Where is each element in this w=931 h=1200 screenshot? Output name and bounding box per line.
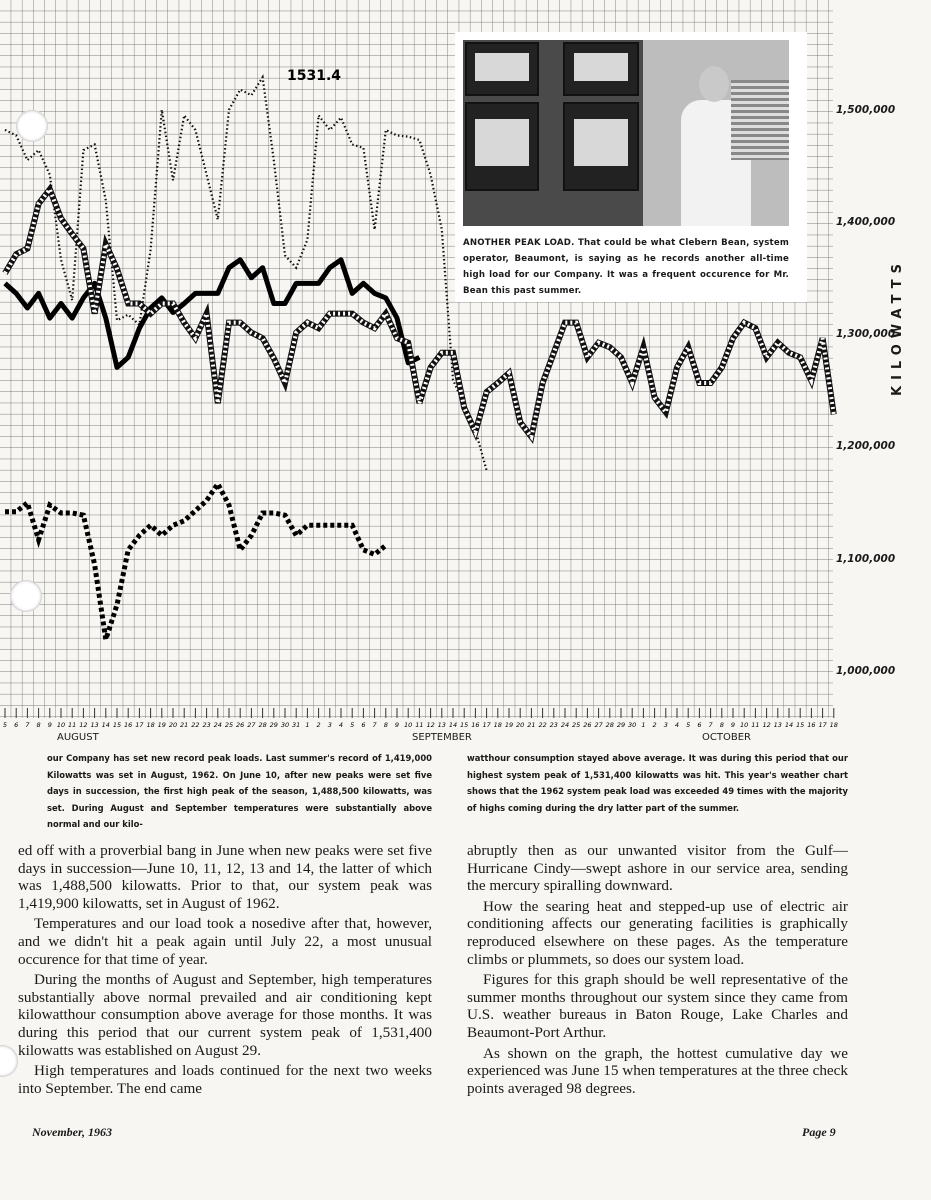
punch-hole <box>16 110 48 142</box>
x-tick-label: 7 <box>708 721 713 729</box>
paragraph: High temperatures and loads continued for the next two weeks into September. The end came <box>18 1062 432 1097</box>
x-tick-label: 19 <box>504 721 514 729</box>
x-tick-label: 17 <box>818 721 827 729</box>
paragraph: Temperatures and our load took a nosedive after that, however, and we didn't hit a peak again until July 22, a most unusual occurence for that time of year. <box>18 915 432 968</box>
x-tick-label: 12 <box>79 721 88 729</box>
x-tick-label: 25 <box>572 721 581 729</box>
x-tick-label: 21 <box>527 721 536 729</box>
x-tick-label: 2 <box>316 721 321 729</box>
x-tick-label: 28 <box>605 721 614 729</box>
x-tick-label: 4 <box>674 721 680 729</box>
x-tick-label: 3 <box>327 721 332 729</box>
x-tick-label: 3 <box>663 721 668 729</box>
x-tick-label: 31 <box>292 721 301 729</box>
x-tick-label: 29 <box>616 721 626 729</box>
x-tick-label: 11 <box>68 721 77 729</box>
x-tick-label: 26 <box>583 721 592 729</box>
article-column-right <box>467 842 848 1100</box>
x-tick-label: 16 <box>471 721 480 729</box>
x-tick-label: 10 <box>404 721 413 729</box>
x-tick-label: 20 <box>516 721 525 729</box>
x-tick-label: 5 <box>2 721 8 729</box>
x-tick-label: 17 <box>135 721 144 729</box>
x-tick-label: 23 <box>202 721 211 729</box>
x-tick-label: 6 <box>361 721 366 729</box>
footer-page-number: Page 9 <box>802 1125 836 1139</box>
x-tick-label: 30 <box>628 721 637 729</box>
x-tick-label: 26 <box>236 721 245 729</box>
peak-annotation: 1531.4 <box>287 68 342 84</box>
x-tick-label: 15 <box>460 721 469 729</box>
x-tick-label: 15 <box>112 721 122 729</box>
operator-photo <box>463 40 789 226</box>
month-label-august: AUGUST <box>57 732 99 743</box>
x-tick-label: 11 <box>415 721 424 729</box>
bold-intro-left: our Company has set new record peak loads. Last summer's record of 1,419,000 Kilowatts was set in August, 1962. On June 10, after new peaks were set five days in succession, the first high peak of the season, 1,488,500 kilowatts, was set. During August and September temperatures were substantially above normal and our kilo- <box>47 753 432 829</box>
x-tick-label: 17 <box>482 721 491 729</box>
y-tick-label: 1,000,000 <box>836 665 896 677</box>
paragraph: ed off with a proverbial bang in June when new peaks were set five days in succession—June 10, 11, 12, 13 and 14, the latter of which was 1,488,500 kilowatts. Prior to that, our system peak was 1,419,900 kilowatts, set in August of 1962. <box>18 842 432 912</box>
article-column-left <box>18 842 432 1100</box>
footer-date: November, 1963 <box>32 1125 112 1139</box>
x-tick-label: 12 <box>762 721 771 729</box>
x-tick-label: 25 <box>224 721 234 729</box>
x-tick-label: 18 <box>493 721 502 729</box>
x-tick-label: 6 <box>697 721 702 729</box>
x-tick-label: 14 <box>784 721 794 729</box>
x-tick-label: 23 <box>549 721 558 729</box>
y-tick-label: 1,400,000 <box>836 216 896 228</box>
x-tick-label: 8 <box>383 721 388 729</box>
x-tick-label: 10 <box>56 721 66 729</box>
punch-hole <box>10 580 42 612</box>
x-tick-label: 20 <box>168 721 178 729</box>
y-axis-title: KILOWATTS <box>890 258 905 396</box>
x-tick-label: 16 <box>807 721 816 729</box>
x-tick-label: 7 <box>25 721 30 729</box>
punch-hole <box>0 1045 18 1077</box>
y-tick-label: 1,200,000 <box>836 440 896 452</box>
x-tick-label: 9 <box>730 721 736 729</box>
x-tick-label: 28 <box>258 721 267 729</box>
x-tick-label: 13 <box>773 721 782 729</box>
x-tick-label: 8 <box>719 721 724 729</box>
photo-caption <box>463 235 789 299</box>
x-tick-label: 1 <box>305 721 310 729</box>
x-tick-label: 13 <box>437 721 446 729</box>
month-label-october: OCTOBER <box>702 732 751 743</box>
x-tick-label: 10 <box>740 721 749 729</box>
x-tick-label: 12 <box>426 721 435 729</box>
x-tick-label: 9 <box>47 721 52 729</box>
x-tick-label: 15 <box>796 721 805 729</box>
x-tick-label: 8 <box>36 721 41 729</box>
x-tick-label: 29 <box>269 721 278 729</box>
y-tick-label: 1,500,000 <box>836 104 896 116</box>
x-tick-label: 24 <box>560 721 570 729</box>
x-tick-label: 11 <box>751 721 760 729</box>
x-tick-label: 6 <box>14 721 19 729</box>
x-tick-label: 1 <box>641 721 646 729</box>
photo-inset <box>455 32 807 302</box>
x-tick-label: 4 <box>338 721 344 729</box>
x-tick-label: 5 <box>350 721 355 729</box>
x-tick-label: 2 <box>652 721 657 729</box>
x-tick-label: 30 <box>280 721 290 729</box>
x-tick-label: 21 <box>180 721 189 729</box>
bold-intro-right: watthour consumption stayed above average. It was during this period that our highest system peak of 1,531,400 kilowatts was hit. This year's weather chart shows that the 1962 system peak load was exceeded 49 times with the majority of highs coming during the dry latter part of the summer. <box>467 753 848 813</box>
x-tick-label: 14 <box>101 721 110 729</box>
month-label-september: SEPTEMBER <box>412 732 472 743</box>
caption-text: That could be what Clebern Bean, system operator, Beaumont, is saying as he records another all-time high load for our Company. It was a frequent occurence for Mr. Bean this past summer. <box>463 238 789 296</box>
x-tick-label: 19 <box>157 721 166 729</box>
x-tick-label: 9 <box>394 721 400 729</box>
x-tick-label: 22 <box>191 721 200 729</box>
x-tick-label: 27 <box>594 721 603 729</box>
x-tick-label: 7 <box>372 721 377 729</box>
x-tick-label: 27 <box>247 721 256 729</box>
paragraph: During the months of August and September, high temperatures substantially above normal prevailed and air conditioning kept kilowatthour consumption above average for those months. It was during this period that our current system peak of 1,531,400 kilowatts was established on August 29. <box>18 971 432 1059</box>
x-tick-label: 16 <box>124 721 133 729</box>
paragraph: How the searing heat and stepped-up use of electric air conditioning affects our generating facilities is graphically reproduced elsewhere on these pages. As the temperature climbs or plummets, so does our system load. <box>467 897 848 968</box>
caption-lead: ANOTHER PEAK LOAD. <box>463 238 575 248</box>
paragraph: As shown on the graph, the hottest cumulative day we experienced was June 15 when temperatures at the three check points averaged 98 degrees. <box>467 1044 848 1097</box>
y-tick-label: 1,300,000 <box>836 328 896 340</box>
paragraph: abruptly then as our unwanted visitor from the Gulf—Hurricane Cindy—swept ashore in our service area, sending the mercury spiralling downward. <box>467 842 848 895</box>
x-tick-label: 14 <box>448 721 458 729</box>
x-tick-label: 13 <box>90 721 99 729</box>
paragraph: Figures for this graph should be well representative of the summer months throughout our system since they came from U.S. weather bureaus in Baton Rouge, Lake Charles and Beaumont-Port Arthur. <box>467 971 848 1041</box>
x-tick-label: 18 <box>146 721 155 729</box>
x-tick-label: 18 <box>829 721 838 729</box>
y-tick-label: 1,100,000 <box>836 553 896 565</box>
x-tick-label: 22 <box>538 721 547 729</box>
x-tick-label: 24 <box>213 721 222 729</box>
x-tick-label: 5 <box>686 721 691 729</box>
